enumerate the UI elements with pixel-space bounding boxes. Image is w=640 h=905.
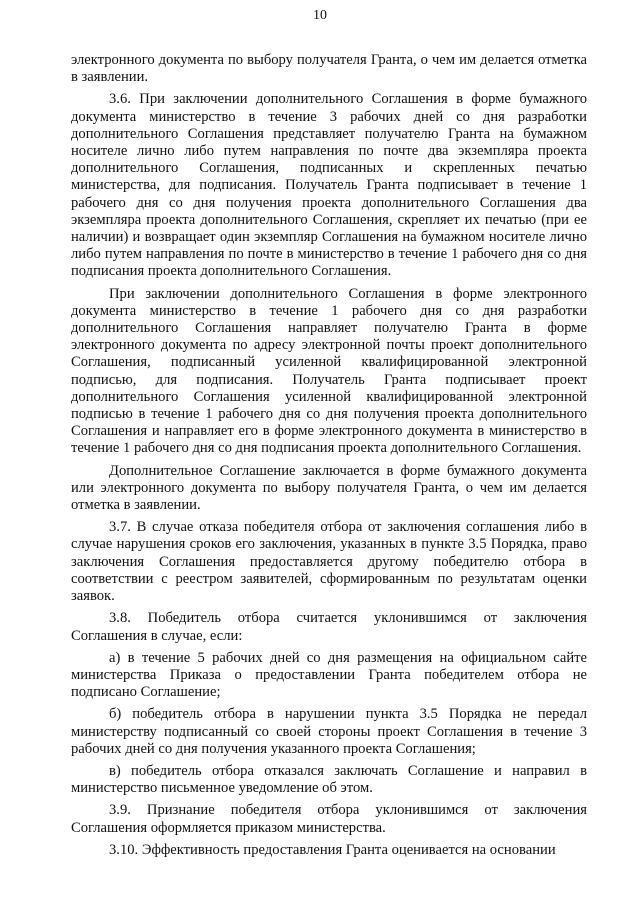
document-body (71, 52, 587, 864)
paragraph-3-8-b: б) победитель отбора в нарушении пункта 3.5 Порядка не передал министерству подписанный со своей стороны проект Соглашения в течение 3 рабочих дней со дня получения указанного проекта Соглашения; (71, 706, 587, 757)
page-number: 10 (313, 8, 327, 23)
paragraph-3-7: 3.7. В случае отказа победителя отбора от заключения соглашения либо в случае нарушения сроков его заключения, указанных в пункте 3.5 Порядка, право заключения Соглашения предоставляется другому победителю отбора в соответствии с реестром заявителей, сформированным по результатам оценки заявок. (71, 519, 587, 605)
paragraph-3-9: 3.9. Признание победителя отбора уклонившимся от заключения Соглашения оформляется приказом министерства. (71, 802, 587, 836)
paragraph-3-10: 3.10. Эффективность предоставления Гранта оценивается на основании (109, 841, 556, 858)
paragraph-3-6: 3.6. При заключении дополнительного Соглашения в форме бумажного документа министерство в течение 3 рабочих дней со дня разработки дополнительного Соглашения представляет получателю Гранта на бумажном носителе лично либо путем направления по почте два экземпляра проекта дополнительного Соглашения, подписанных и скрепленных печатью министерства, для подписания. Получатель Гранта подписывает в течение 1 рабочего дня со дня получения проекта дополнительного Соглашения два экземпляра проекта дополнительного Соглашения, скрепляет их печатью (при ее наличии) и возвращает один экземпляр Соглашения на бумажном носителе лично либо путем направления по почте в министерство в течение 1 рабочего дня со дня подписания проекта дополнительного Соглашения. (71, 91, 587, 280)
paragraph-additional-agreement: Дополнительное Соглашение заключается в форме бумажного документа или электронного документа по выбору получателя Гранта, о чем им делается отметка в заявлении. (71, 462, 587, 514)
paragraph-3-8: 3.8. Победитель отбора считается уклонившимся от заключения Соглашения в случае, если: (71, 610, 587, 644)
paragraph-continuation: электронного документа по выбору получателя Гранта, о чем им делается отметка в заявлении. (71, 52, 587, 86)
paragraph-3-8-v: в) победитель отбора отказался заключать Соглашение и направил в министерство письменное уведомление об этом. (71, 762, 587, 797)
paragraph-electronic-form: При заключении дополнительного Соглашения в форме электронного документа министерство в течение 1 рабочего дня со дня разработки дополнительного Соглашения направляет получателю Гранта в форме электронного документа по адресу электронной почты проект дополнительного Соглашения, подписанный усиленной квалифицированной электронной подписью, для подписания. Получатель Гранта подписывает проект дополнительного Соглашения усиленной квалифицированной электронной подписью в течение 1 рабочего дня со дня получения проекта дополнительного Соглашения и направляет его в форме электронного документа в министерство в течение 1 рабочего дня со дня подписания проекта дополнительного Соглашения. (71, 285, 587, 457)
paragraph-3-8-a: а) в течение 5 рабочих дней со дня размещения на официальном сайте министерства Приказа о предоставлении Гранта победителем отбора не подписано Соглашение; (71, 649, 587, 701)
